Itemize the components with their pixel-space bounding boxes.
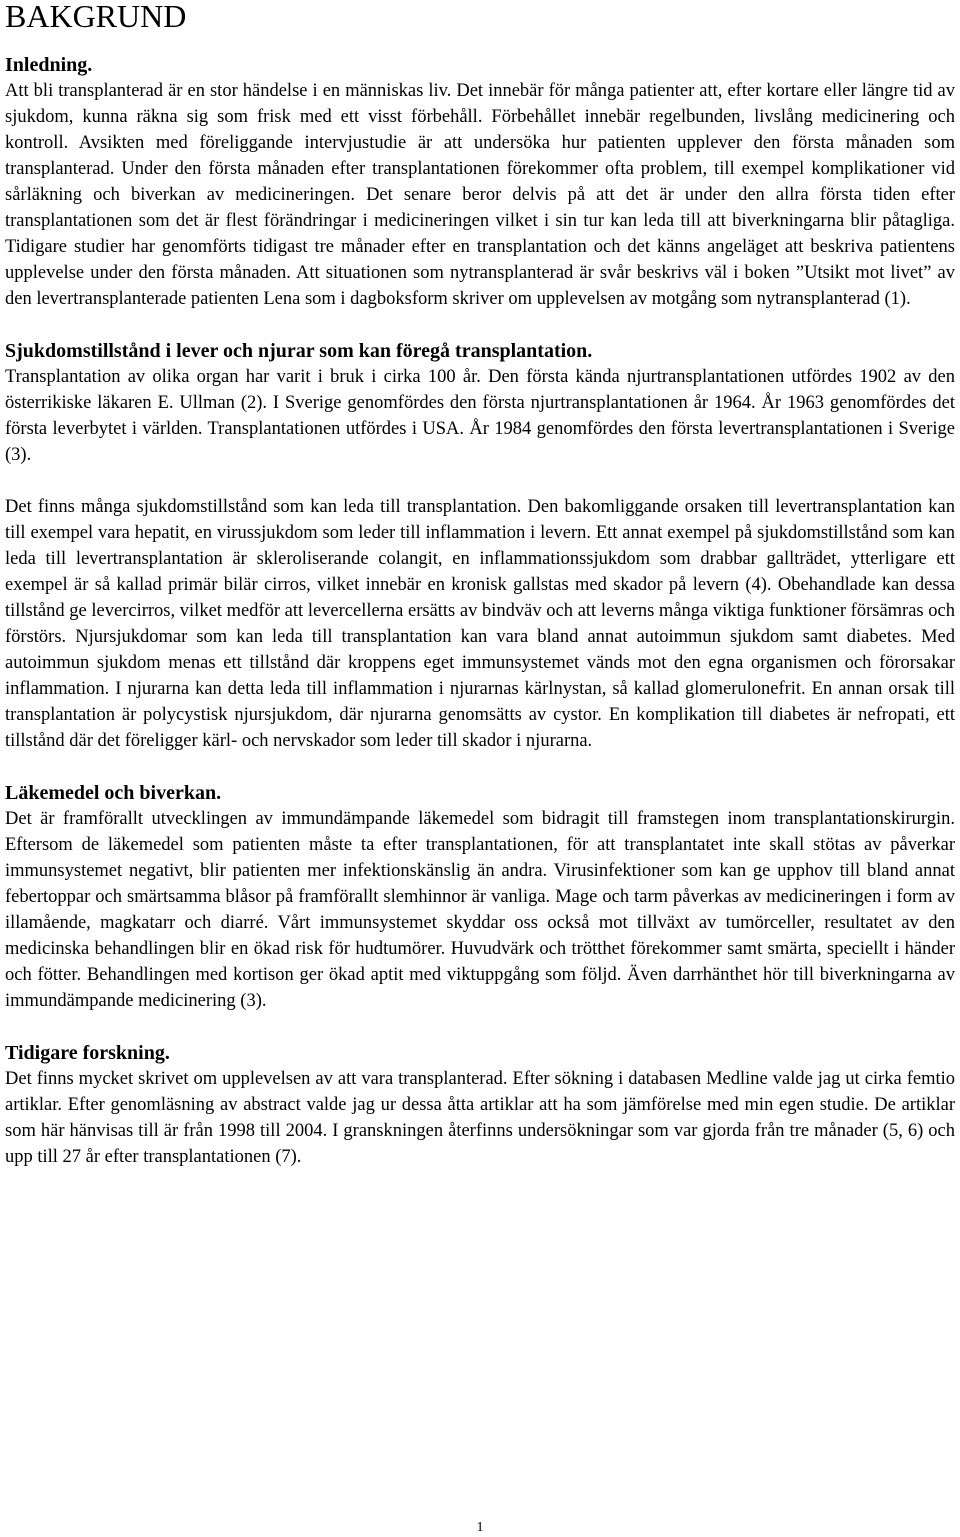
paragraph: Det är framförallt utvecklingen av immundämpande läkemedel som bidragit till framstegen inom transplantationskirurgin. Eftersom de läkemedel som patienten måste ta efter transplantationen, för att transplantatet inte skall stötas av påverkar immunsystemet negativt, blir patienten mer infektionskänslig än andra. Virusinfektioner som kan ge upphov till bland annat febertoppar och smärtsamma blåsor på framförallt slemhinnor är vanliga. Mage och tarm påverkas av medicineringen i form av illamående, magkatarr och diarré. Vårt immunsystemet skyddar oss också mot tillväxt av tumörceller, resultatet av den medicinska behandlingen blir en ökad risk för hudtumörer. Huvudvärk och trötthet förekommer samt smärta, speciellt i händer och fötter. Behandlingen med kortison ger ökad aptit med viktuppgång som följd. Även darrhänthet hör till biverkningarna av immundämpande medicinering (3).: [5, 809, 955, 1011]
section-tidigare-forskning: [5, 1040, 955, 1170]
section-heading: Läkemedel och biverkan.: [5, 782, 222, 804]
document-title: BAKGRUND: [5, 0, 187, 34]
section-inledning: [5, 52, 955, 312]
spacer: [5, 754, 955, 780]
section-sjukdomstillstand: [5, 338, 955, 754]
spacer: [5, 1014, 955, 1040]
paragraph: Att bli transplanterad är en stor händelse i en människas liv. Det innebär för många patienter att, efter kortare eller längre tid av sjukdom, kunna räkna sig som frisk med ett visst förbehåll. Förbehållet innebär regelbunden, livslång medicinering och kontroll. Avsikten med föreliggande intervjustudie är att undersöka hur patienten upplever den första månaden som transplanterad. Under den första månaden efter transplantationen förekommer ofta problem, till exempel komplikationer vid sårläkning och biverkan av medicineringen. Det senare beror delvis på att det är under den allra första tiden efter transplantationen som det är flest förändringar i medicineringen vilket i sin tur kan leda till att biverkningarna blir påtagliga. Tidigare studier har genomförts tidigast tre månader efter en transplantation och det känns angeläget att beskriva patientens upplevelse under den första månaden. Att situationen som nytransplanterad är svår beskrivs väl i boken ”Utsikt mot livet” av den levertransplanterade patienten Lena som i dagboksform skriver om upplevelsen av motgång som nytransplanterad (1).: [5, 81, 955, 309]
section-heading: Inledning.: [5, 54, 93, 76]
section-lakemedel: [5, 780, 955, 1014]
document-page: [5, 0, 955, 1170]
page-number: 1: [476, 1520, 484, 1535]
spacer: [5, 312, 955, 338]
paragraph: Det finns många sjukdomstillstånd som kan leda till transplantation. Den bakomliggande orsaken till levertransplantation kan till exempel vara hepatit, en virussjukdom som leder till inflammation i levern. Ett annat exempel på sjukdomstillstånd som kan leda till levertransplantation är skleroliserande colangit, en inflammationssjukdom som drabbar gallträdet, ytterligare ett exempel är så kallad primär bilär cirros, vilket innebär en kronisk gallstas med skador på levern (4). Obehandlade kan dessa tillstånd ge levercirros, vilket medför att levercellerna ersätts av bindväv och att leverns många viktiga funktioner försämras och förstörs. Njursjukdomar som kan leda till transplantation kan vara bland annat autoimmun sjukdom samt diabetes. Med autoimmun sjukdom menas ett tillstånd där kroppens eget immunsystemet vänds mot den egna organismen och förorsakar inflammation. I njurarna kan detta leda till inflammation i njurarnas kärlnystan, så kallad glomerulonefrit. En annan orsak till transplantation är polycystisk njursjukdom, där njurarna genomsätts av cystor. En komplikation till diabetes är nefropati, ett tillstånd där det föreligger kärl- och nervskador som leder till skador i njurarna.: [5, 497, 955, 751]
section-heading: Tidigare forskning.: [5, 1042, 170, 1064]
section-heading: Sjukdomstillstånd i lever och njurar som kan föregå transplantation.: [5, 340, 593, 362]
spacer: [5, 468, 955, 494]
paragraph: Det finns mycket skrivet om upplevelsen av att vara transplanterad. Efter sökning i databasen Medline valde jag ut cirka femtio artiklar. Efter genomläsning av abstract valde jag ur dessa åtta artiklar att ha som jämförelse med min egen studie. De artiklar som här hänvisas till är från 1998 till 2004. I granskningen återfinns undersökningar som var gjorda från tre månader (5, 6) och upp till 27 år efter transplantationen (7).: [5, 1069, 955, 1167]
paragraph: Transplantation av olika organ har varit i bruk i cirka 100 år. Den första kända njurtransplantationen utfördes 1902 av den österrikiske läkaren E. Ullman (2). I Sverige genomfördes den första njurtransplantationen år 1964. År 1963 genomfördes det första leverbytet i världen. Transplantationen utfördes i USA. År 1984 genomfördes den första levertransplantationen i Sverige (3).: [5, 367, 955, 465]
